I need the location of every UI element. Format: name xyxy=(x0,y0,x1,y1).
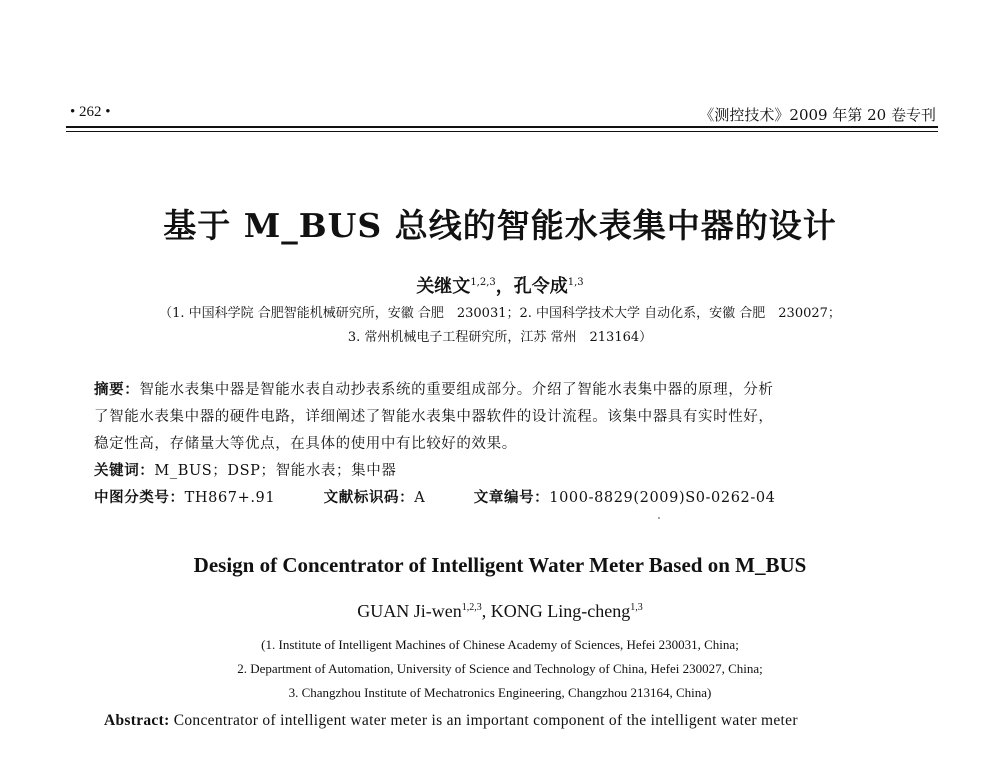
chinese-keywords xyxy=(94,459,396,480)
chinese-abstract-line-2: 了智能水表集中器的硬件电路，详细阐述了智能水表集中器软件的设计流程。该集中器具有实时性好， xyxy=(94,409,774,425)
english-author-2: KONG Ling-cheng xyxy=(490,601,631,621)
chinese-author-1: 关继文 xyxy=(416,276,471,297)
english-abstract-text: Concentrator of intelligent water meter is an important component of the intelligent water meter xyxy=(173,712,798,729)
chinese-author-2: 孔令成 xyxy=(513,276,568,297)
doc-code-label: 文献标识码： xyxy=(323,489,415,506)
chinese-author-separator: ， xyxy=(495,276,514,297)
header-rule xyxy=(66,126,938,128)
clc-value: TH867+.91 xyxy=(184,490,276,506)
english-abstract-label: Abstract: xyxy=(104,712,170,729)
chinese-keywords-value: M_BUS；DSP；智能水表；集中器 xyxy=(154,463,397,479)
header-journal-name: 《测控技术》2009 年第 20 卷专刊 xyxy=(699,106,936,124)
chinese-affiliation-line-2: 3. 常州机械电子工程研究所，江苏 常州 213164） xyxy=(347,330,653,345)
chinese-author-2-affil: 1,3 xyxy=(567,277,584,288)
chinese-authors xyxy=(0,272,1000,298)
clc-label: 中图分类号： xyxy=(94,489,185,506)
english-author-separator: , xyxy=(481,601,491,621)
chinese-title: 基于 M_BUS 总线的智能水表集中器的设计 xyxy=(163,206,837,245)
chinese-keywords-label: 关键词： xyxy=(94,462,155,479)
english-affiliation-line-1: (1. Institute of Intelligent Machines of Chinese Academy of Sciences, Hefei 230031, China; xyxy=(261,637,739,652)
chinese-abstract-text-1: 智能水表集中器是智能水表自动抄表系统的重要组成部分。介绍了智能水表集中器的原理，分析 xyxy=(139,382,774,398)
english-author-1: GUAN Ji-wen xyxy=(357,601,462,621)
english-author-2-affil: 1,3 xyxy=(630,602,643,613)
classification-line xyxy=(94,486,776,507)
scan-speck xyxy=(658,517,660,519)
english-affiliation-line-2: 2. Department of Automation, University of Science and Technology of China, Hefei 230027, China; xyxy=(237,661,763,676)
chinese-affiliation-line-1: （1. 中国科学院 合肥智能机械研究所，安徽 合肥 230031；2. 中国科学技术大学 自动化系，安徽 合肥 230027； xyxy=(159,306,841,321)
english-affiliation-line-3: 3. Changzhou Institute of Mechatronics Engineering, Changzhou 213164, China) xyxy=(288,685,712,700)
doc-code-value: A xyxy=(414,490,426,506)
chinese-abstract-line-1 xyxy=(94,378,774,399)
english-authors xyxy=(0,601,1000,622)
article-number-value: 1000-8829(2009)S0-0262-04 xyxy=(549,490,776,506)
english-author-1-affil: 1,2,3 xyxy=(461,602,482,613)
chinese-abstract-label: 摘要： xyxy=(94,381,140,398)
header-rule-thin xyxy=(66,131,938,132)
english-abstract xyxy=(104,712,798,730)
english-title: Design of Concentrator of Intelligent Water Meter Based on M_BUS xyxy=(193,553,807,577)
article-number-label: 文章编号： xyxy=(473,489,550,506)
chinese-abstract-line-3: 稳定性高，存储量大等优点，在具体的使用中有比较好的效果。 xyxy=(94,436,517,452)
chinese-author-1-affil: 1,2,3 xyxy=(470,277,496,288)
header-page-number: • 262 • xyxy=(70,104,111,120)
